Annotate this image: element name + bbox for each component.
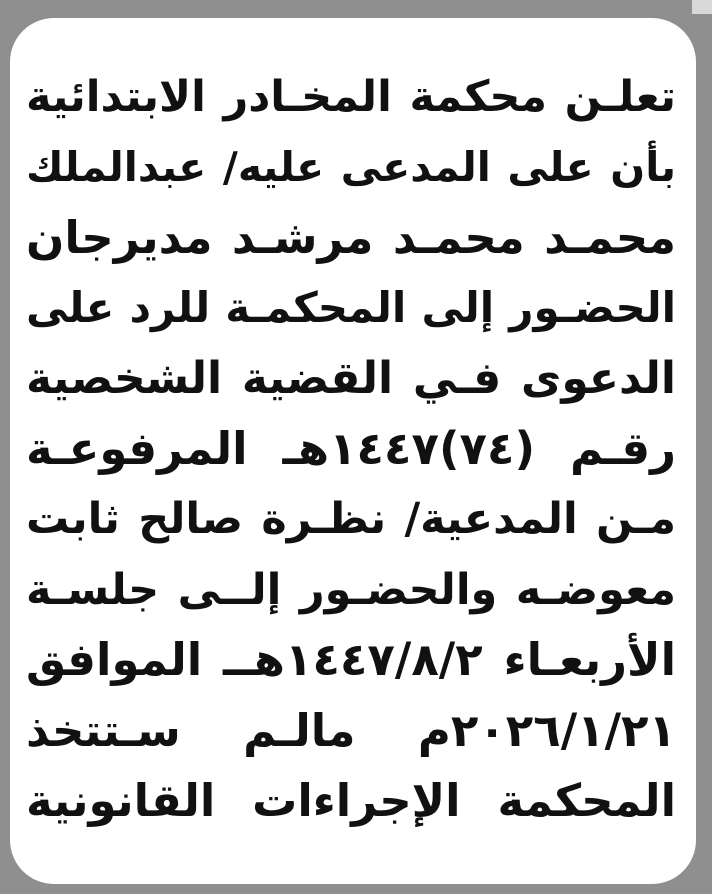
notice-line: ٢٠٢٦/١/٢١م مالـم سـتتخذ	[26, 703, 676, 757]
notice-line: معوضـه والحضـور إلــى جلسـة	[26, 564, 676, 615]
notice-line: المحكمة الإجراءات القانونية	[26, 773, 676, 827]
notice-line: تعلـن محكمة المخـادر الابتدائية	[26, 72, 676, 122]
notice-line: مـن المدعية/ نظـرة صالح ثابت	[26, 494, 676, 545]
scan-corner-artifact	[692, 0, 712, 14]
notice-line: الحضـور إلى المحكمـة للرد على	[26, 283, 676, 333]
notice-line: الدعوى فـي القضية الشخصية	[26, 352, 676, 404]
notice-line: محمـد محمـد مرشـد مديرجان	[26, 210, 676, 264]
notice-line: بأن على المدعى عليه/ عبدالملك	[26, 143, 676, 192]
court-notice-text	[26, 62, 676, 836]
notice-line: الأربعـاء ١٤٤٧/٨/٢هــ الموافق	[26, 633, 676, 687]
notice-line: رقـم (٧٤)١٤٤٧هـ المرفوعـة	[26, 421, 676, 475]
